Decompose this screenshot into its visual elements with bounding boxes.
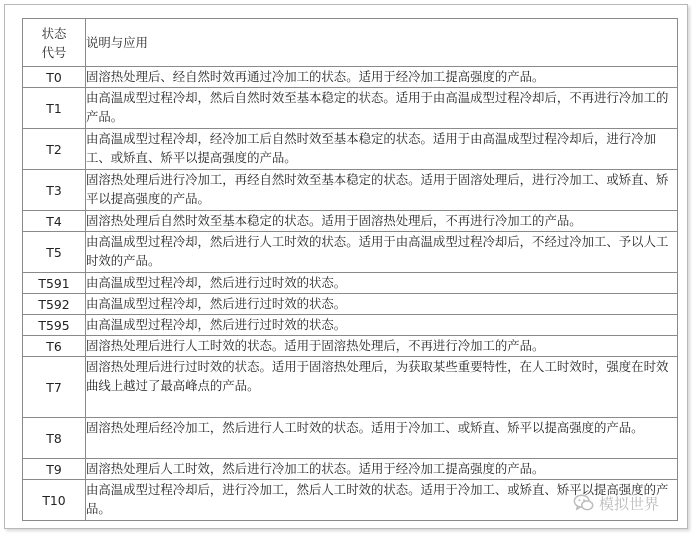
state-code-cell: T10 <box>23 480 86 521</box>
state-code-cell: T3 <box>23 170 86 211</box>
state-description-cell: 由高温成型过程冷却，经冷加工后自然时效至基本稳定的状态。适用于由高温成型过程冷却后，进行冷加工、或矫直、矫平以提高强度的产品。 <box>86 129 678 170</box>
header-description-cell: 说明与应用 <box>86 19 678 67</box>
state-description-cell: 由高温成型过程冷却，然后进行过时效的状态。 <box>86 273 678 294</box>
table-row <box>23 170 678 211</box>
table-row <box>23 357 678 418</box>
state-code-cell: T0 <box>23 67 86 88</box>
state-code-cell: T8 <box>23 418 86 459</box>
state-code-cell: T7 <box>23 357 86 418</box>
table-row <box>23 315 678 336</box>
header-code-line2: 代号 <box>41 44 67 60</box>
header-code-line1: 状态 <box>41 25 67 41</box>
state-description-cell: 固溶热处理后进行人工时效的状态。适用于固溶热处理后，不再进行冷加工的产品。 <box>86 336 678 357</box>
state-description-cell: 由高温成型过程冷却，然后自然时效至基本稳定的状态。适用于由高温成型过程冷却后，不再进行冷加工的产品。 <box>86 88 678 129</box>
state-description-cell: 由高温成型过程冷却后，进行冷加工，然后人工时效的状态。适用于冷加工、或矫直、矫平以提高强度的产品。 <box>86 480 678 521</box>
state-code-cell: T1 <box>23 88 86 129</box>
state-description-cell: 固溶热处理后、经自然时效再通过冷加工的状态。适用于经冷加工提高强度的产品。 <box>86 67 678 88</box>
state-code-cell: T4 <box>23 211 86 232</box>
state-code-cell: T2 <box>23 129 86 170</box>
state-description-cell: 固溶热处理后经冷加工，然后进行人工时效的状态。适用于冷加工、或矫直、矫平以提高强度的产品。 <box>86 418 678 459</box>
table-row <box>23 67 678 88</box>
table-row <box>23 129 678 170</box>
table-row <box>23 294 678 315</box>
table-header-row <box>23 19 678 67</box>
state-code-cell: T591 <box>23 273 86 294</box>
state-code-cell: T6 <box>23 336 86 357</box>
table-row <box>23 88 678 129</box>
table-row <box>23 211 678 232</box>
document-frame <box>4 4 688 529</box>
header-code-cell <box>23 19 86 67</box>
state-code-cell: T592 <box>23 294 86 315</box>
table-row <box>23 273 678 294</box>
state-description-cell: 固溶热处理后自然时效至基本稳定的状态。适用于固溶热处理后，不再进行冷加工的产品。 <box>86 211 678 232</box>
table-row <box>23 232 678 273</box>
state-code-cell: T5 <box>23 232 86 273</box>
watermark-text: 模拟世界 <box>599 494 660 513</box>
wechat-icon <box>573 492 595 514</box>
table-row <box>23 418 678 459</box>
state-code-cell: T9 <box>23 459 86 480</box>
state-description-cell: 由高温成型过程冷却，然后进行过时效的状态。 <box>86 294 678 315</box>
state-description-cell: 由高温成型过程冷却，然后进行过时效的状态。 <box>86 315 678 336</box>
state-description-cell: 由高温成型过程冷却，然后进行人工时效的状态。适用于由高温成型过程冷却后，不经过冷加工、予以人工时效的产品。 <box>86 232 678 273</box>
state-description-cell: 固溶热处理后进行冷加工，再经自然时效至基本稳定的状态。适用于固溶处理后，进行冷加工、或矫直、矫平以提高强度的产品。 <box>86 170 678 211</box>
table-row <box>23 336 678 357</box>
state-description-cell: 固溶热处理后进行过时效的状态。适用于固溶热处理后，为获取某些重要特性，在人工时效时，强度在时效曲线上越过了最高峰点的产品。 <box>86 357 678 418</box>
watermark <box>573 490 659 516</box>
table-row <box>23 459 678 480</box>
state-code-cell: T595 <box>23 315 86 336</box>
state-description-cell: 固溶热处理后人工时效，然后进行冷加工的状态。适用于经冷加工提高强度的产品。 <box>86 459 678 480</box>
temper-designation-table <box>22 18 678 521</box>
